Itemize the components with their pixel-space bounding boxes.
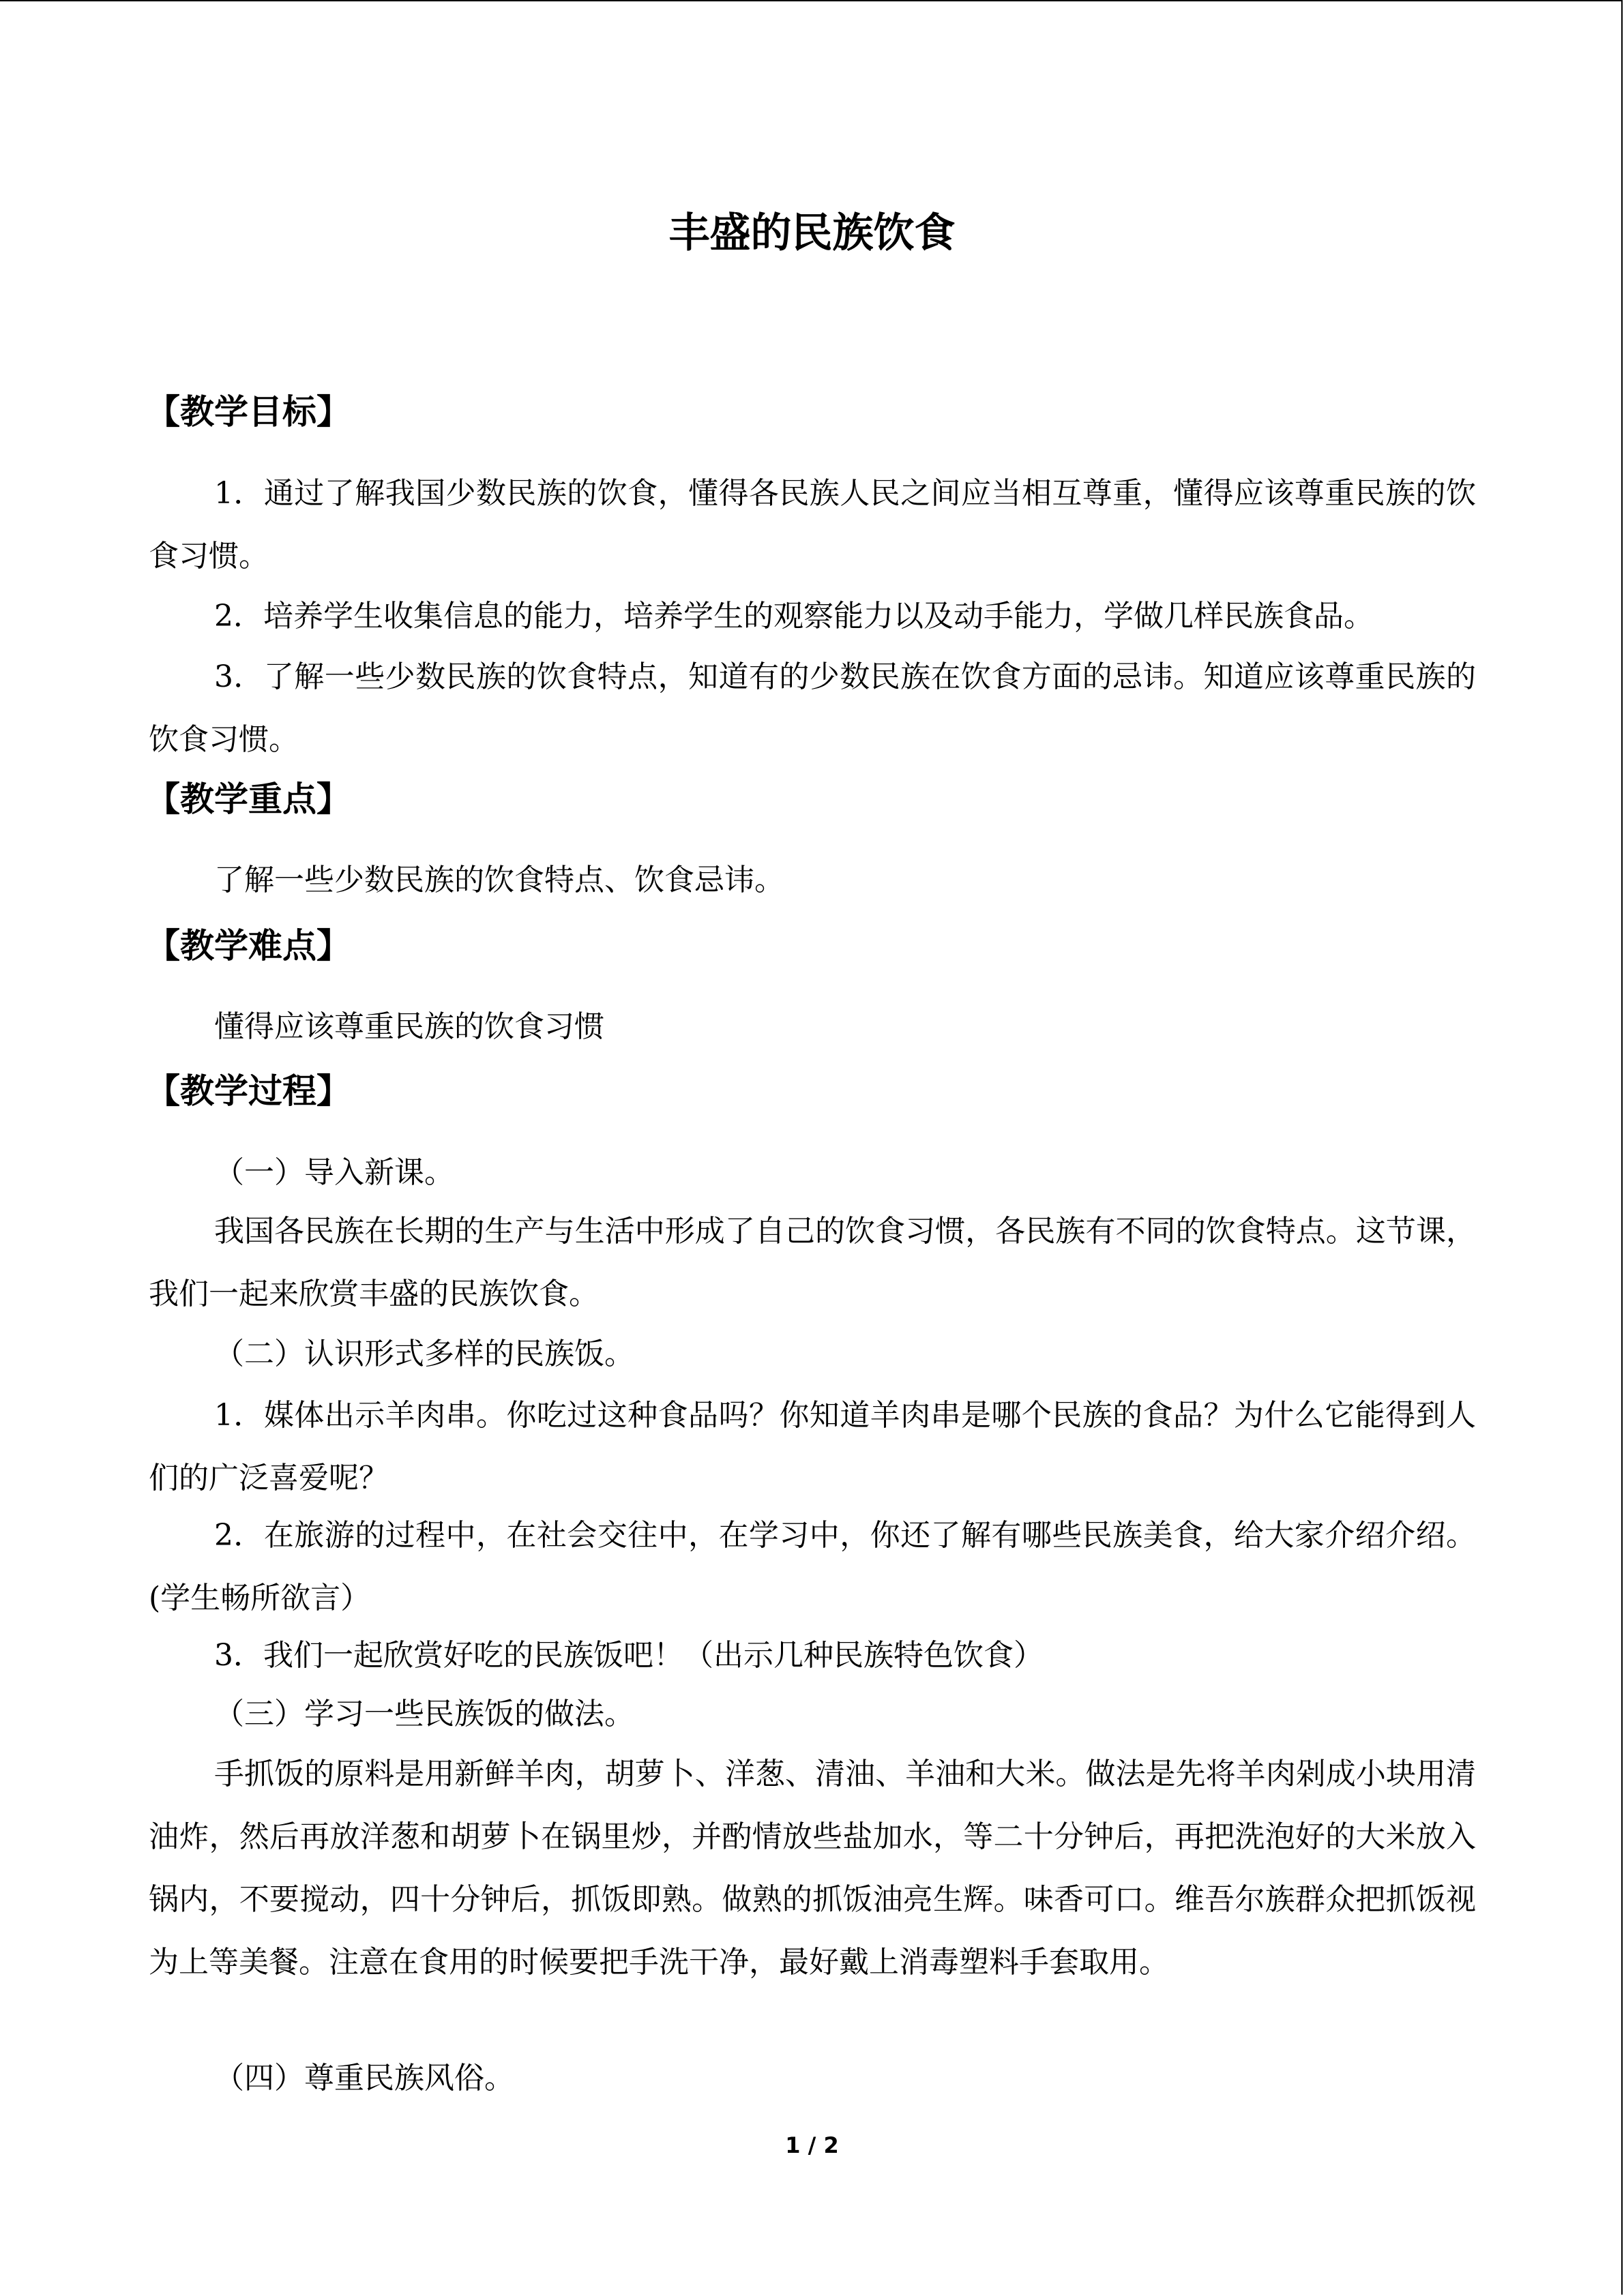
key-points-text: 了解一些少数民族的饮食特点、饮食忌讳。 bbox=[214, 863, 784, 897]
document-title: 丰盛的民族饮食 bbox=[668, 209, 956, 257]
process-paragraph-7: （三）学习一些民族饭的做法。 bbox=[214, 1697, 634, 1731]
process-paragraph-8: 手抓饭的原料是用新鲜羊肉，胡萝卜、洋葱、清油、羊油和大米。做法是先将羊肉剁成小块用清油炸，然后再放洋葱和胡萝卜在锅里炒，并酌情放些盐加水，等二十分钟后，再把洗泡好的大米放入锅内，不要搅动，四十分钟后，抓饭即熟。做熟的抓饭油亮生辉。味香可口。维吾尔族群众把抓饭视为上等美餐。注意在食用的时候要把手洗干净，最好戴上消毒塑料手套取用。 bbox=[149, 1757, 1476, 1980]
process-paragraph-9: （四）尊重民族风俗。 bbox=[214, 2061, 514, 2096]
process-paragraph-3: （二）认识形式多样的民族饭。 bbox=[214, 1337, 634, 1371]
heading-key-points: 【教学重点】 bbox=[146, 779, 351, 819]
page-number: 1 / 2 bbox=[785, 2132, 839, 2158]
objective-item-1: 1．通过了解我国少数民族的饮食，懂得各民族人民之间应当相互尊重，懂得应该尊重民族的饮食习惯。 bbox=[149, 476, 1476, 573]
heading-objectives: 【教学目标】 bbox=[146, 392, 351, 432]
heading-difficulties: 【教学难点】 bbox=[146, 926, 351, 966]
process-paragraph-4: 1．媒体出示羊肉串。你吃过这种食品吗？你知道羊肉串是哪个民族的食品？为什么它能得到人们的广泛喜爱呢？ bbox=[149, 1398, 1476, 1495]
difficulties-text: 懂得应该尊重民族的饮食习惯 bbox=[214, 1009, 604, 1044]
heading-process: 【教学过程】 bbox=[146, 1071, 351, 1111]
process-paragraph-6: 3．我们一起欣赏好吃的民族饭吧！（出示几种民族特色饮食） bbox=[214, 1638, 1044, 1673]
process-paragraph-2: 我国各民族在长期的生产与生活中形成了自己的饮食习惯，各民族有不同的饮食特点。这节课，我们一起来欣赏丰盛的民族饮食。 bbox=[149, 1214, 1476, 1311]
process-paragraph-1: （一）导入新课。 bbox=[214, 1155, 454, 1190]
objective-item-2: 2．培养学生收集信息的能力，培养学生的观察能力以及动手能力，学做几样民族食品。 bbox=[214, 599, 1374, 633]
objective-item-3: 3．了解一些少数民族的饮食特点，知道有的少数民族在饮食方面的忌讳。知道应该尊重民族的饮食习惯。 bbox=[149, 659, 1476, 757]
process-paragraph-5: 2．在旅游的过程中，在社会交往中，在学习中，你还了解有哪些民族美食，给大家介绍介绍。(学生畅所欲言） bbox=[149, 1518, 1476, 1615]
